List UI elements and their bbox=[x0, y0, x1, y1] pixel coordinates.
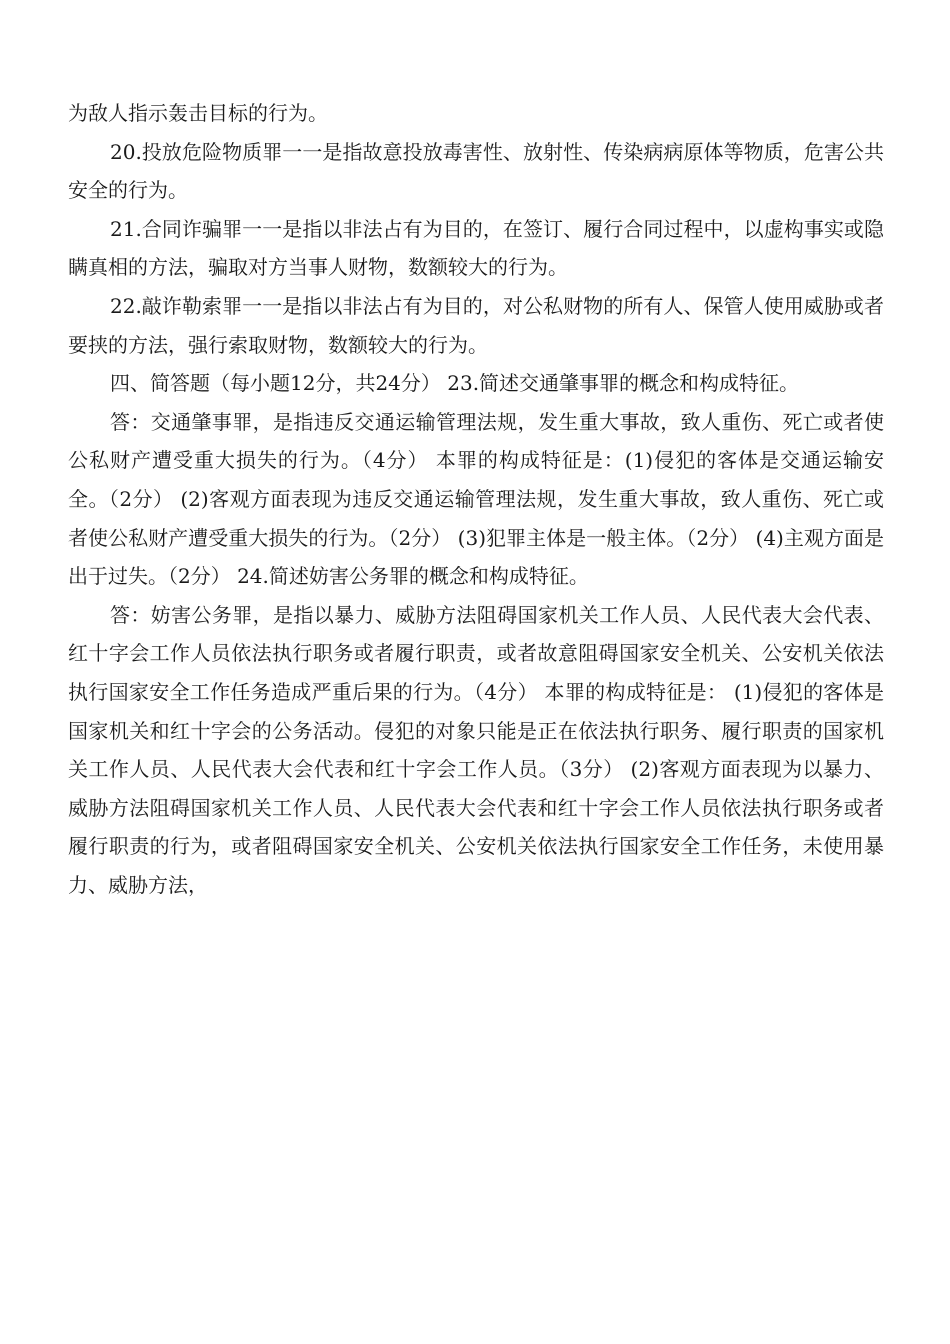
paragraph-definition-20: 20.投放危险物质罪一一是指故意投放毒害性、放射性、传染病病原体等物质，危害公共安全的行为。 bbox=[68, 139, 884, 203]
answer-paragraph-23: 答：交通肇事罪，是指违反交通运输管理法规，发生重大事故，致人重伤、死亡或者使公私财产遭受重大损失的行为。（4分） 本罪的构成特征是：(1)侵犯的客体是交通运输安全。（2分） (2)客观方面表现为违反交通运输管理法规，发生重大事故，致人重伤、死亡或者使公私财产遭受重大损失的行为。（2分） (3)犯罪主体是一般主体。（2分） (4)主观方面是出于过失。（2分） 24.简述妨害公务罪的概念和构成特征。 bbox=[68, 409, 884, 589]
document-body bbox=[68, 94, 884, 904]
paragraph-continuation: 为敌人指示轰击目标的行为。 bbox=[68, 101, 328, 125]
answer-paragraph-24: 答：妨害公务罪，是指以暴力、威胁方法阻碍国家机关工作人员、人民代表大会代表、红十字会工作人员依法执行职务或者履行职责，或者故意阻碍国家安全机关、公安机关依法执行国家安全工作任务造成严重后果的行为。（4分） 本罪的构成特征是： (1)侵犯的客体是国家机关和红十字会的公务活动。侵犯的对象只能是正在依法执行职务、履行职责的国家机关工作人员、人民代表大会代表和红十字会工作人员。（3分） (2)客观方面表现为以暴力、威胁方法阻碍国家机关工作人员、人民代表大会代表和红十字会工作人员依法执行职务或者履行职责的行为，或者阻碍国家安全机关、公安机关依法执行国家安全工作任务，未使用暴力、威胁方法， bbox=[68, 602, 884, 897]
paragraph-definition-22: 22.敲诈勒索罪一一是指以非法占有为目的，对公私财物的所有人、保管人使用威胁或者要挟的方法，强行索取财物，数额较大的行为。 bbox=[68, 293, 884, 357]
paragraph-definition-21: 21.合同诈骗罪一一是指以非法占有为目的，在签订、履行合同过程中，以虚构事实或隐瞒真相的方法，骗取对方当事人财物，数额较大的行为。 bbox=[68, 216, 884, 280]
section-heading-short-answer: 四、简答题（每小题12分，共24分） 23.简述交通肇事罪的概念和构成特征。 bbox=[110, 371, 800, 396]
